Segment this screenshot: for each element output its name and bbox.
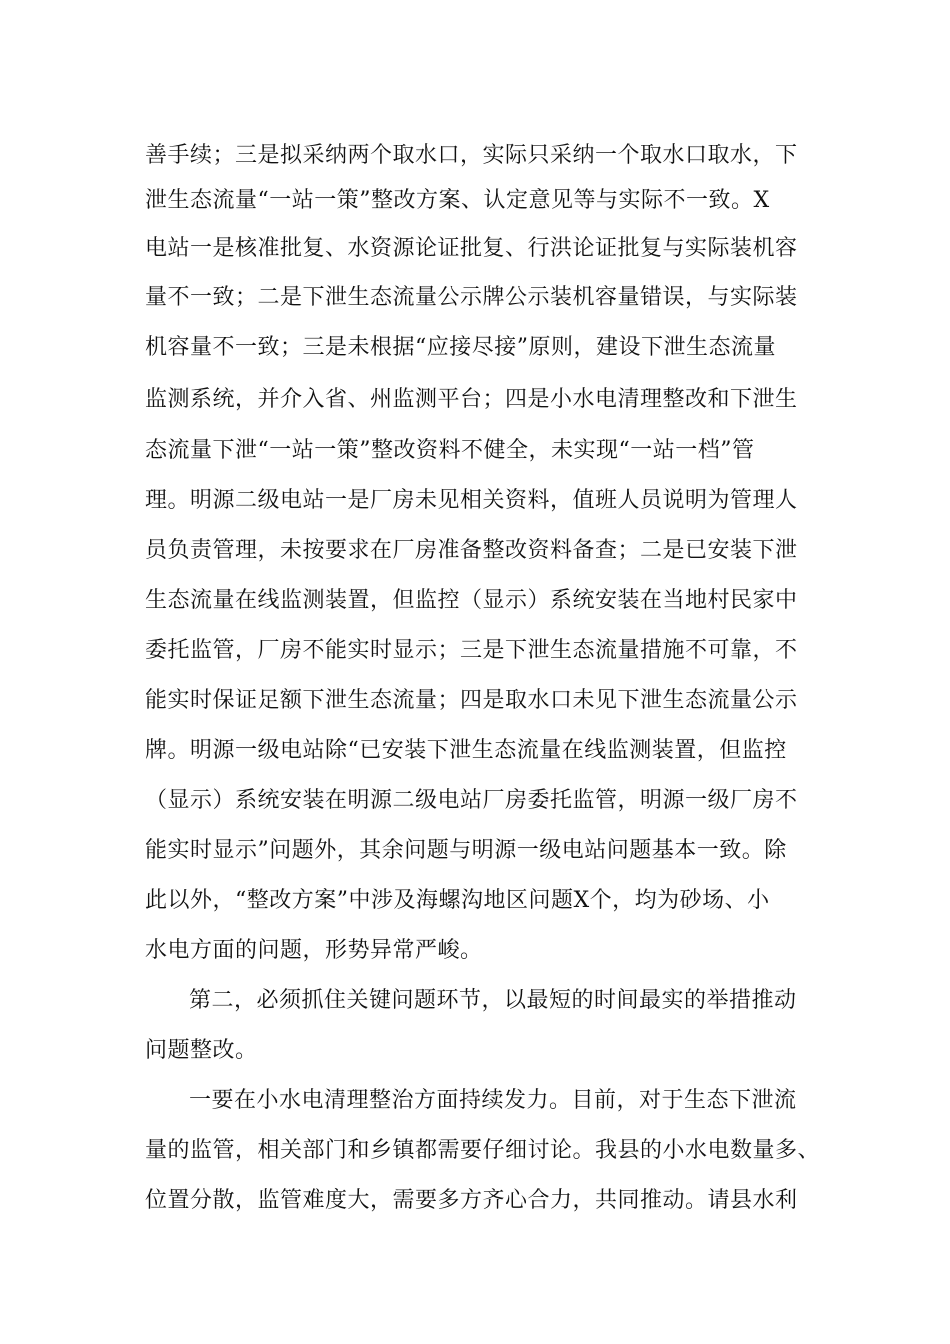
text-line: 此以外，“整改方案”中涉及海螺沟地区问题X个，均为砂场、小 <box>145 888 770 913</box>
text-line: 电站一是核准批复、水资源论证批复、行洪论证批复与实际装机容 <box>145 236 798 261</box>
text-line: 泄生态流量“一站一策”整改方案、认定意见等与实际不一致。X <box>145 188 770 213</box>
text-line: 问题整改。 <box>145 1038 258 1063</box>
paragraph-start-line: 一要在小水电清理整治方面持续发力。目前，对于生态下泄流 <box>189 1088 797 1113</box>
text-line: 能实时显示”问题外，其余问题与明源一级电站问题基本一致。除 <box>145 838 787 863</box>
text-line: 监测系统，并介入省、州监测平台；四是小水电清理整改和下泄生 <box>145 387 798 412</box>
text-line: 态流量下泄“一站一策”整改资料不健全，未实现“一站一档”管 <box>145 438 755 463</box>
text-line: 员负责管理，未按要求在厂房准备整改资料备查；二是已安装下泄 <box>145 538 798 563</box>
text-line: 位置分散，监管难度大，需要多方齐心合力，共同推动。请县水利 <box>145 1188 798 1213</box>
text-line: 水电方面的问题，形势异常严峻。 <box>145 938 483 963</box>
text-line: 机容量不一致；三是未根据“应接尽接”原则，建设下泄生态流量 <box>145 335 776 360</box>
section-heading-line: 第二，必须抓住关键问题环节，以最短的时间最实的举措推动 <box>189 988 797 1013</box>
text-line: 量的监管，相关部门和乡镇都需要仔细讨论。我县的小水电数量多、 <box>145 1138 821 1163</box>
text-line: 牌。明源一级电站除“已安装下泄生态流量在线监测装置，但监控 <box>145 738 787 763</box>
text-line: 委托监管，厂房不能实时显示；三是下泄生态流量措施不可靠，不 <box>145 638 798 663</box>
text-line: 善手续；三是拟采纳两个取水口，实际只采纳一个取水口取水，下 <box>145 143 798 168</box>
text-line: 能实时保证足额下泄生态流量；四是取水口未见下泄生态流量公示 <box>145 688 798 713</box>
text-line: 量不一致；二是下泄生态流量公示牌公示装机容量错误，与实际装 <box>145 285 798 310</box>
text-line: （显示）系统安装在明源二级电站厂房委托监管，明源一级厂房不 <box>145 788 798 813</box>
text-line: 理。明源二级电站一是厂房未见相关资料，值班人员说明为管理人 <box>145 488 798 513</box>
text-line: 生态流量在线监测装置，但监控（显示）系统安装在当地村民家中 <box>145 588 798 613</box>
